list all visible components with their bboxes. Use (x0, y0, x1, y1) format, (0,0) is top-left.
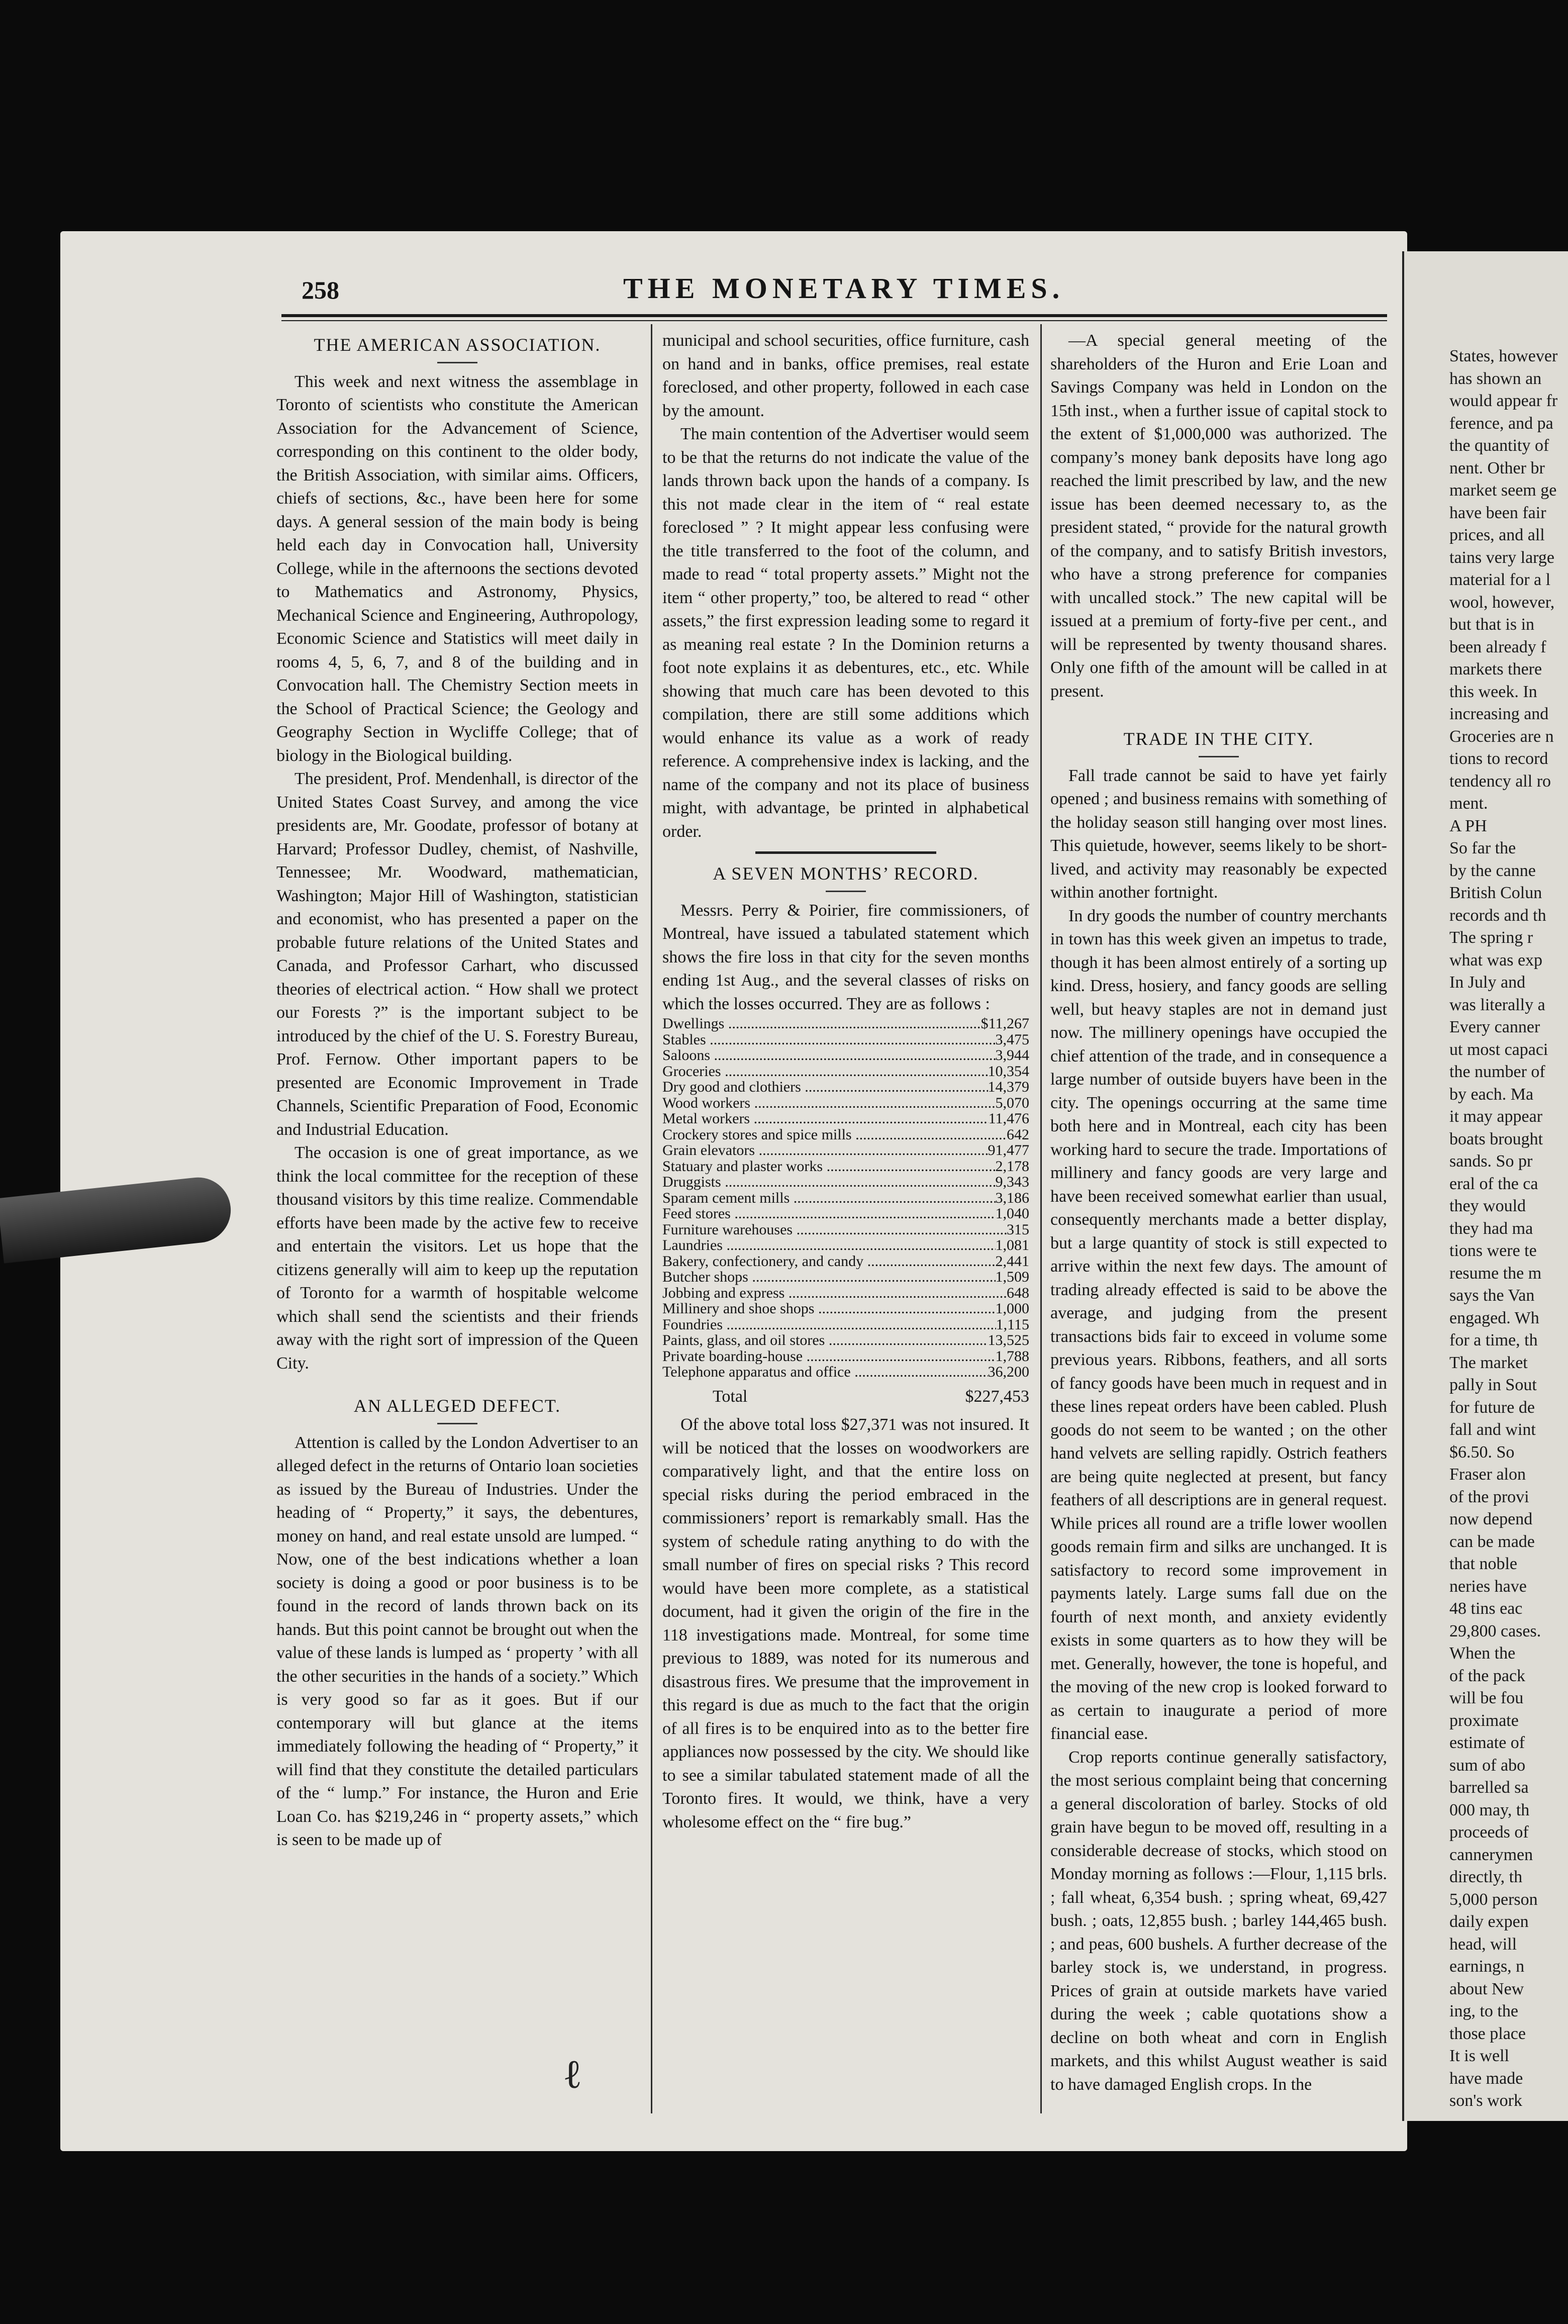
adjacent-page-text: tions were te (1449, 1241, 1537, 1260)
article-paragraph: This week and next witness the assemblage in Toronto of scientists who constitute the American Association for the Advancement of Science, corresponding on this continent to the older body, the British Association, with similar aims. Officers, chiefs of sections, &c., have been here for some days. A general session of the main body is being held each day in Convocation hall, University College, while in the afternoons the sections devoted to Mathematics and Astronomy, Physics, Mechanical Science and Engineering, Authropology, Economic Science and Statistics will meet daily in rooms 4, 5, 6, 7, and 8 of the building and in Convocation hall. The Chemistry Section meets in the School of Practical Science; the Geology and Geography Section in Wycliffe College; that of biology in the Biological building. (276, 372, 638, 765)
fire-loss-item: Statuary and plaster works ..... (662, 1158, 996, 1175)
article-heading-american-association: THE AMERICAN ASSOCIATION. (314, 335, 601, 355)
article-paragraph: Of the above total loss $27,371 was not insured. It will be noticed that the losses on woodworkers are comparatively light, and that the entire loss on special risks during the period embraced in the commissioners’ report is remarkably small. Has the system of schedule rating anything to do with the small number of fires on special risks ? This record would have been more complete, as a statistical document, had it given the origin of the fire in the 118 investigations made. Montreal, for some time previous to 1889, was noted for its numerous and disastrous fires. We presume that the improvement in this regard is due as much to the fact that the origin of all fires is to be enquired into as to the better fire appliances now possessed by the city. We should like to see a similar tabulated statement made of all the Toronto fires. It would, we think, have a very wholesome effect on the “ fire bug.” (662, 1415, 1029, 1831)
fire-loss-row (662, 1269, 1029, 1285)
heading-rule (826, 891, 866, 892)
column-2 (662, 329, 1029, 1834)
heading-rule (437, 362, 477, 363)
adjacent-page-text: son's work (1449, 2091, 1522, 2110)
section-divider (755, 851, 936, 854)
adjacent-page-text: for a time, th (1449, 1331, 1538, 1349)
adjacent-page-text: daily expen (1449, 1912, 1529, 1931)
adjacent-page-text: but that is in (1449, 615, 1535, 634)
fire-loss-row (662, 1032, 1029, 1048)
adjacent-page-text: 29,800 cases. (1449, 1621, 1541, 1640)
adjacent-page-text: records and th (1449, 906, 1546, 925)
heading-rule (1199, 756, 1239, 757)
article-paragraph: municipal and school securities, office furniture, cash on hand and in banks, office premises, real estate foreclosed, and other property, followed in each case by the amount. (662, 331, 1029, 420)
heading-rule (437, 1423, 477, 1424)
adjacent-page-text: would appear fr (1449, 392, 1558, 410)
adjacent-page-text: tions to record (1449, 749, 1548, 768)
fire-loss-amount: 5,070 (995, 1094, 1029, 1111)
adjacent-page-text: tains very large (1449, 548, 1554, 567)
adjacent-page-text: proximate (1449, 1711, 1519, 1730)
fire-loss-amount: 1,115 (996, 1316, 1029, 1333)
fire-loss-row (662, 1079, 1029, 1095)
adjacent-page-text: barrelled sa (1449, 1778, 1529, 1797)
article-heading-seven-months-record: A SEVEN MONTHS’ RECORD. (713, 863, 979, 884)
adjacent-page-text: about New (1449, 1979, 1524, 1998)
fire-loss-item: Druggists ..... (662, 1174, 996, 1190)
fire-loss-row (662, 1317, 1029, 1333)
adjacent-page-text: cannerymen (1449, 1845, 1533, 1864)
adjacent-page-text: British Colun (1449, 884, 1542, 902)
adjacent-page-text: pally in Sout (1449, 1376, 1537, 1394)
fire-loss-amount: 1,000 (995, 1300, 1029, 1317)
total-label: Total (713, 1387, 748, 1406)
adjacent-page-text: been already f (1449, 637, 1546, 656)
adjacent-page-text: those place (1449, 2024, 1526, 2043)
fire-loss-item: Grain elevators ..... (662, 1142, 988, 1158)
adjacent-page-text: was literally a (1449, 995, 1545, 1014)
fire-loss-row (662, 1063, 1029, 1080)
article-heading-trade-in-city: TRADE IN THE CITY. (1123, 729, 1314, 749)
fire-loss-item: Saloons ..... (662, 1047, 996, 1063)
fire-loss-amount: 3,186 (995, 1189, 1029, 1206)
adjacent-page-text: has shown an (1449, 369, 1542, 388)
column-divider-1 (651, 324, 652, 2113)
fire-loss-item: Furniture warehouses ..... (662, 1222, 1007, 1238)
fire-loss-amount: 14,379 (988, 1079, 1029, 1095)
fire-loss-amount: 11,476 (988, 1110, 1029, 1127)
fire-loss-row (662, 1301, 1029, 1317)
fire-loss-item: Jobbing and express ..... (662, 1285, 1007, 1301)
adjacent-page-text: engaged. Wh (1449, 1308, 1539, 1327)
fire-loss-row (662, 1222, 1029, 1238)
adjacent-page-text: earnings, n (1449, 1957, 1525, 1976)
article-paragraph: The occasion is one of great importance, as we think the local committee for the reception of these thousand visitors by this time realize. Commendable efforts have been made by the active few to receive and entertain the visitors. Let us hope that the citizens generally will aim to keep up the reputation of Toronto for a warmth of hospitable welcome which shall send the scientists and their friends away with the right sort of impression of the Queen City. (276, 1143, 638, 1373)
fire-loss-item: Crockery stores and spice mills ..... (662, 1127, 1007, 1143)
fire-loss-table (662, 1016, 1029, 1380)
fire-loss-row (662, 1047, 1029, 1063)
adjacent-page-text: head, will (1449, 1934, 1517, 1954)
fire-loss-amount: 2,178 (995, 1157, 1029, 1175)
fire-loss-row (662, 1364, 1029, 1380)
header-rule (281, 314, 1387, 317)
adjacent-page-text: it may appear (1449, 1107, 1543, 1126)
adjacent-page-text: resume the m (1449, 1264, 1542, 1283)
adjacent-page-text: $6.50. So (1449, 1442, 1515, 1462)
fire-loss-item: Bakery, confectionery, and candy ..... (662, 1253, 996, 1270)
adjacent-page-text: they had ma (1449, 1219, 1533, 1238)
adjacent-page-text: It is well (1449, 2047, 1509, 2065)
fire-loss-amount: 91,477 (988, 1142, 1029, 1158)
fire-loss-row (662, 1253, 1029, 1270)
column-divider-2 (1040, 324, 1042, 2113)
fire-loss-item: Dwellings ..... (662, 1016, 981, 1032)
fire-loss-amount: 9,343 (995, 1174, 1029, 1190)
adjacent-page-text: Every canner (1449, 1018, 1540, 1036)
adjacent-page-text: sum of abo (1449, 1756, 1526, 1775)
fire-loss-row (662, 1095, 1029, 1111)
article-paragraph: The main contention of the Advertiser would seem to be that the returns do not indicate the value of the lands thrown back upon the hands of a company. Is this not made clear in the item of “ real estate foreclosed ” ? It might appear less confusing were the title transferred to the foot of the column, and made to read “ total property assets.” Might not the item “ other property,” too, be altered to read “ other assets,” the first expression leading some to regard it as meaning real estate ? In the Dominion returns a foot note explains it as debentures, etc., etc. While showing that much care has been devoted to this compilation, there are still some additions which would enhance its value as a work of ready reference. A comprehensive index is lacking, and the name of the company and not its place of business might, with advantage, be printed in alphabetical order. (662, 425, 1029, 841)
adjacent-page-text: this week. In (1449, 682, 1537, 701)
fire-loss-amount: 10,354 (988, 1062, 1029, 1080)
fire-loss-item: Millinery and shoe shops ..... (662, 1301, 996, 1317)
fire-loss-row (662, 1348, 1029, 1365)
adjacent-page-text: material for a l (1449, 570, 1551, 589)
fire-loss-amount: 36,200 (988, 1364, 1029, 1380)
fire-loss-amount: 648 (1007, 1284, 1029, 1301)
column-1 (276, 329, 638, 1852)
adjacent-page-text: have been fair (1449, 503, 1546, 522)
adjacent-page-text: eral of the ca (1449, 1174, 1538, 1193)
adjacent-page-text: by the canne (1449, 861, 1536, 880)
adjacent-page-text: 000 may, th (1449, 1800, 1530, 1819)
total-amount: $227,453 (965, 1387, 1029, 1406)
adjacent-page-text: by each. Ma (1449, 1085, 1534, 1104)
article-paragraph: Fall trade cannot be said to have yet fairly opened ; and business remains with something of the holiday season still hanging over most lines. This quietude, however, seems likely to be short-lived, and activity may reasonably be expected within another fortnight. (1050, 766, 1387, 902)
adjacent-page-text: what was exp (1449, 950, 1543, 970)
adjacent-page-text: ference, and pa (1449, 414, 1553, 433)
fire-loss-row (662, 1206, 1029, 1222)
adjacent-page-fragment (1402, 251, 1568, 2121)
fire-loss-amount: 13,525 (988, 1332, 1029, 1348)
adjacent-page-text: says the Van (1449, 1286, 1535, 1305)
adjacent-page-text: A PH (1449, 816, 1487, 835)
adjacent-page-text: increasing and (1449, 705, 1549, 723)
fire-loss-item: Telephone apparatus and office ..... (662, 1364, 988, 1380)
fire-loss-total (662, 1385, 1029, 1409)
adjacent-page-text: market seem ge (1449, 481, 1557, 500)
adjacent-page-text: Groceries are n (1449, 727, 1554, 746)
article-paragraph: Attention is called by the London Advertiser to an alleged defect in the returns of Ontario loan societies as issued by the Bureau of Industries. Under the heading of “ Property,” it says, the debentures, money on hand, and real estate unsold are lumped. “ Now, one of the best indications whether a loan society is doing a good or poor business is to be found in the record of lands thrown back on its hands. But this point cannot be brought out when the value of these lands is lumped as ‘ property ’ with all the other securities in the hands of a society.” Which is very good so far as it goes. But if our contemporary will but glance at the items immediately following the heading of “ Property,” it will find that they constitute the detailed particulars of the “ lump.” For instance, the Huron and Erie Loan Co. has $219,246 in “ property assets,” which is seen to be made up of (276, 1433, 638, 1849)
adjacent-page-text: the number of (1449, 1062, 1545, 1081)
fire-loss-amount: 642 (1007, 1126, 1029, 1143)
adjacent-page-text: directly, th (1449, 1868, 1523, 1886)
adjacent-page-text: of the provi (1449, 1487, 1529, 1506)
fire-loss-item: Laundries ..... (662, 1237, 996, 1253)
adjacent-page-text: ing, to the (1449, 2002, 1518, 2020)
pencil-mark: ℓ (563, 2051, 582, 2097)
fire-loss-amount: 3,475 (995, 1031, 1029, 1048)
adjacent-page-text: now depend (1449, 1510, 1533, 1528)
fire-loss-amount: 2,441 (995, 1252, 1029, 1270)
adjacent-page-text: estimate of (1449, 1733, 1525, 1752)
fire-loss-amount: 1,081 (995, 1237, 1029, 1253)
fire-loss-amount: 315 (1007, 1221, 1029, 1238)
adjacent-page-text: When the (1449, 1644, 1516, 1663)
adjacent-page-text: boats brought (1449, 1129, 1543, 1148)
adjacent-page-text: States, however (1449, 347, 1558, 365)
adjacent-page-text: fall and wint (1449, 1420, 1536, 1439)
adjacent-page-text: of the pack (1449, 1666, 1526, 1685)
article-paragraph: Crop reports continue generally satisfactory, the most serious complaint being that concerning a general discoloration of barley. Stocks of old grain have begun to be moved off, resulting in a considerable decrease of stocks, which stood on Monday morning as follows :—Flour, 1,115 brls. ; fall wheat, 6,354 bush. ; spring wheat, 69,427 bush. ; oats, 12,855 bush. ; barley 144,465 bush. ; and peas, 600 bushels. A further decrease of the barley stock is, we understand, in progress. Prices of grain at outside markets have varied during the week ; cable quotations show a decline on both wheat and corn in English markets, and this whilst August weather is said to have damaged English crops. In the (1050, 1748, 1387, 2094)
article-paragraph: The president, Prof. Mendenhall, is director of the United States Coast Survey, and among the vice presidents are, Mr. Goodate, professor of botany at Harvard; Professor Dudley, chemist, of Nashville, Tennessee; Mr. Woodward, mathematician, Washington; Major Hill of Washington, statistician and economist, who has presented a paper on the probable future relations of the United States and Canada, and Professor Carhart, who discussed theories of electrical action. “ How shall we protect our Forests ?” is the important subject to be introduced by the chief of the U. S. Forestry Bureau, Prof. Fernow. Other important papers to be presented are Economic Improvement in Trade Channels, Scientific Preparation of Food, Economic and Industrial Education. (276, 769, 638, 1139)
adjacent-page-text: In July and (1449, 973, 1526, 992)
fire-loss-row (662, 1127, 1029, 1143)
article-paragraph: Messrs. Perry & Poirier, fire commissioners, of Montreal, have issued a tabulated statement which shows the fire loss in that city for the seven months ending 1st Aug., and the several classes of risks on which the losses occurred. They are as follows : (662, 901, 1029, 1013)
fire-loss-row (662, 1285, 1029, 1301)
fire-loss-item: Sparam cement mills ..... (662, 1190, 996, 1206)
adjacent-page-text: markets there (1449, 660, 1542, 679)
adjacent-page-text: can be made (1449, 1532, 1535, 1551)
adjacent-page-text: proceeds of (1449, 1823, 1529, 1842)
fire-loss-item: Dry good and clothiers ..... (662, 1079, 988, 1095)
column-3 (1050, 329, 1387, 2096)
fire-loss-item: Feed stores ..... (662, 1206, 996, 1222)
fire-loss-row (662, 1174, 1029, 1190)
adjacent-page-text: they would (1449, 1197, 1526, 1215)
fire-loss-item: Groceries ..... (662, 1063, 988, 1080)
fire-loss-amount: 1,509 (995, 1269, 1029, 1285)
adjacent-page-text: The market (1449, 1353, 1528, 1372)
adjacent-page-text: will be fou (1449, 1689, 1524, 1707)
adjacent-page-text: So far the (1449, 839, 1516, 857)
adjacent-page-text: for future de (1449, 1398, 1535, 1417)
adjacent-page-text: nent. Other br (1449, 458, 1545, 477)
masthead-title: THE MONETARY TIMES. (623, 272, 1065, 305)
adjacent-page-text: sands. So pr (1449, 1152, 1533, 1171)
adjacent-page-text: tendency all ro (1449, 771, 1551, 791)
adjacent-page-text: ment. (1449, 794, 1488, 813)
adjacent-page-text: 48 tins eac (1449, 1599, 1523, 1618)
adjacent-page-text: neries have (1449, 1577, 1527, 1596)
fire-loss-amount: 3,944 (995, 1047, 1029, 1063)
article-paragraph: —A special general meeting of the shareholders of the Huron and Erie Loan and Savings Company was held in London on the 15th inst., when a further issue of capital stock to the extent of $1,000,000 was authorized. The company’s money bank deposits have long ago reached the limit prescribed by law, and the new issue has been deemed necessary to, as the president stated, “ provide for the natural growth of the company, and to satisfy British investors, who have a strong preference for companies with uncalled stock.” The new capital will be issued at a premium of forty-five per cent., and will be represented by twenty thousand shares. Only one fifth of the amount will be called in at present. (1050, 331, 1387, 701)
adjacent-page-text: The spring r (1449, 928, 1533, 947)
fire-loss-row (662, 1111, 1029, 1127)
adjacent-page-text: that noble (1449, 1555, 1518, 1573)
fire-loss-amount: 1,788 (995, 1347, 1029, 1365)
page-number: 258 (302, 276, 339, 304)
fire-loss-row (662, 1190, 1029, 1206)
fire-loss-row (662, 1158, 1029, 1175)
adjacent-page-text: 5,000 person (1449, 1890, 1538, 1909)
fire-loss-item: Private boarding-house ..... (662, 1348, 996, 1365)
fire-loss-row (662, 1142, 1029, 1158)
article-paragraph: In dry goods the number of country merchants in town has this week given an impetus to trade, though it has been almost entirely of a sorting up kind. Dress, hosiery, and fancy goods are selling well, but heavy staples are not in demand just now. The millinery openings have occupied the chief attention of the trade, and in consequence a large number of outside buyers have been in the city. The openings occurring at the same time both here and in Montreal, each city has been working hard to secure the trade. Importations of millinery and fancy goods are very large and have been received somewhat earlier than usual, consequently merchants made a better display, but a large quantity of stock is still expected to arrive within the next few days. The amount of trading already effected is said to be above the average, and judging from the present transactions bids fair to exceed in volume some previous years. Ribbons, feathers, and all sorts of fancy goods have been much in request and in these lines repeat orders have been cabled. Plush goods do not seem to be wanted ; on the other hand velvets are selling rapidly. Ostrich feathers are being quite neglected at present, but fancy feathers of all descriptions are in general request. While prices all round are a trifle lower woollen goods remain firm and silks are unchanged. It is satisfactory to record some improvement in payments lately. Large sums fall due on the fourth of next month, and anxiety evidently exists in some quarters as to how they will be met. Generally, however, the tone is hopeful, and the moving of the new crop is looked forward to as certain to inaugurate a period of more financial ease. (1050, 906, 1387, 1743)
adjacent-page-text: ut most capaci (1449, 1040, 1548, 1059)
fire-loss-row (662, 1332, 1029, 1348)
fire-loss-item: Foundries ..... (662, 1317, 996, 1333)
fire-loss-item: Stables ..... (662, 1032, 996, 1048)
fire-loss-row (662, 1016, 1029, 1032)
adjacent-page-text: Fraser alon (1449, 1465, 1526, 1484)
fire-loss-item: Wood workers ..... (662, 1095, 996, 1111)
fire-loss-amount: 1,040 (995, 1205, 1029, 1222)
adjacent-page-text: prices, and all (1449, 526, 1545, 544)
adjacent-page-text: have made (1449, 2069, 1523, 2088)
fire-loss-row (662, 1237, 1029, 1253)
header-rule-thin (281, 320, 1387, 321)
article-heading-alleged-defect: AN ALLEGED DEFECT. (353, 1396, 561, 1416)
fire-loss-item: Metal workers ..... (662, 1111, 989, 1127)
adjacent-page-text: wool, however, (1449, 593, 1555, 612)
adjacent-page-text: the quantity of (1449, 436, 1549, 455)
fire-loss-item: Butcher shops ..... (662, 1269, 996, 1285)
fire-loss-amount: $11,267 (981, 1015, 1029, 1032)
fire-loss-item: Paints, glass, and oil stores ..... (662, 1332, 988, 1348)
